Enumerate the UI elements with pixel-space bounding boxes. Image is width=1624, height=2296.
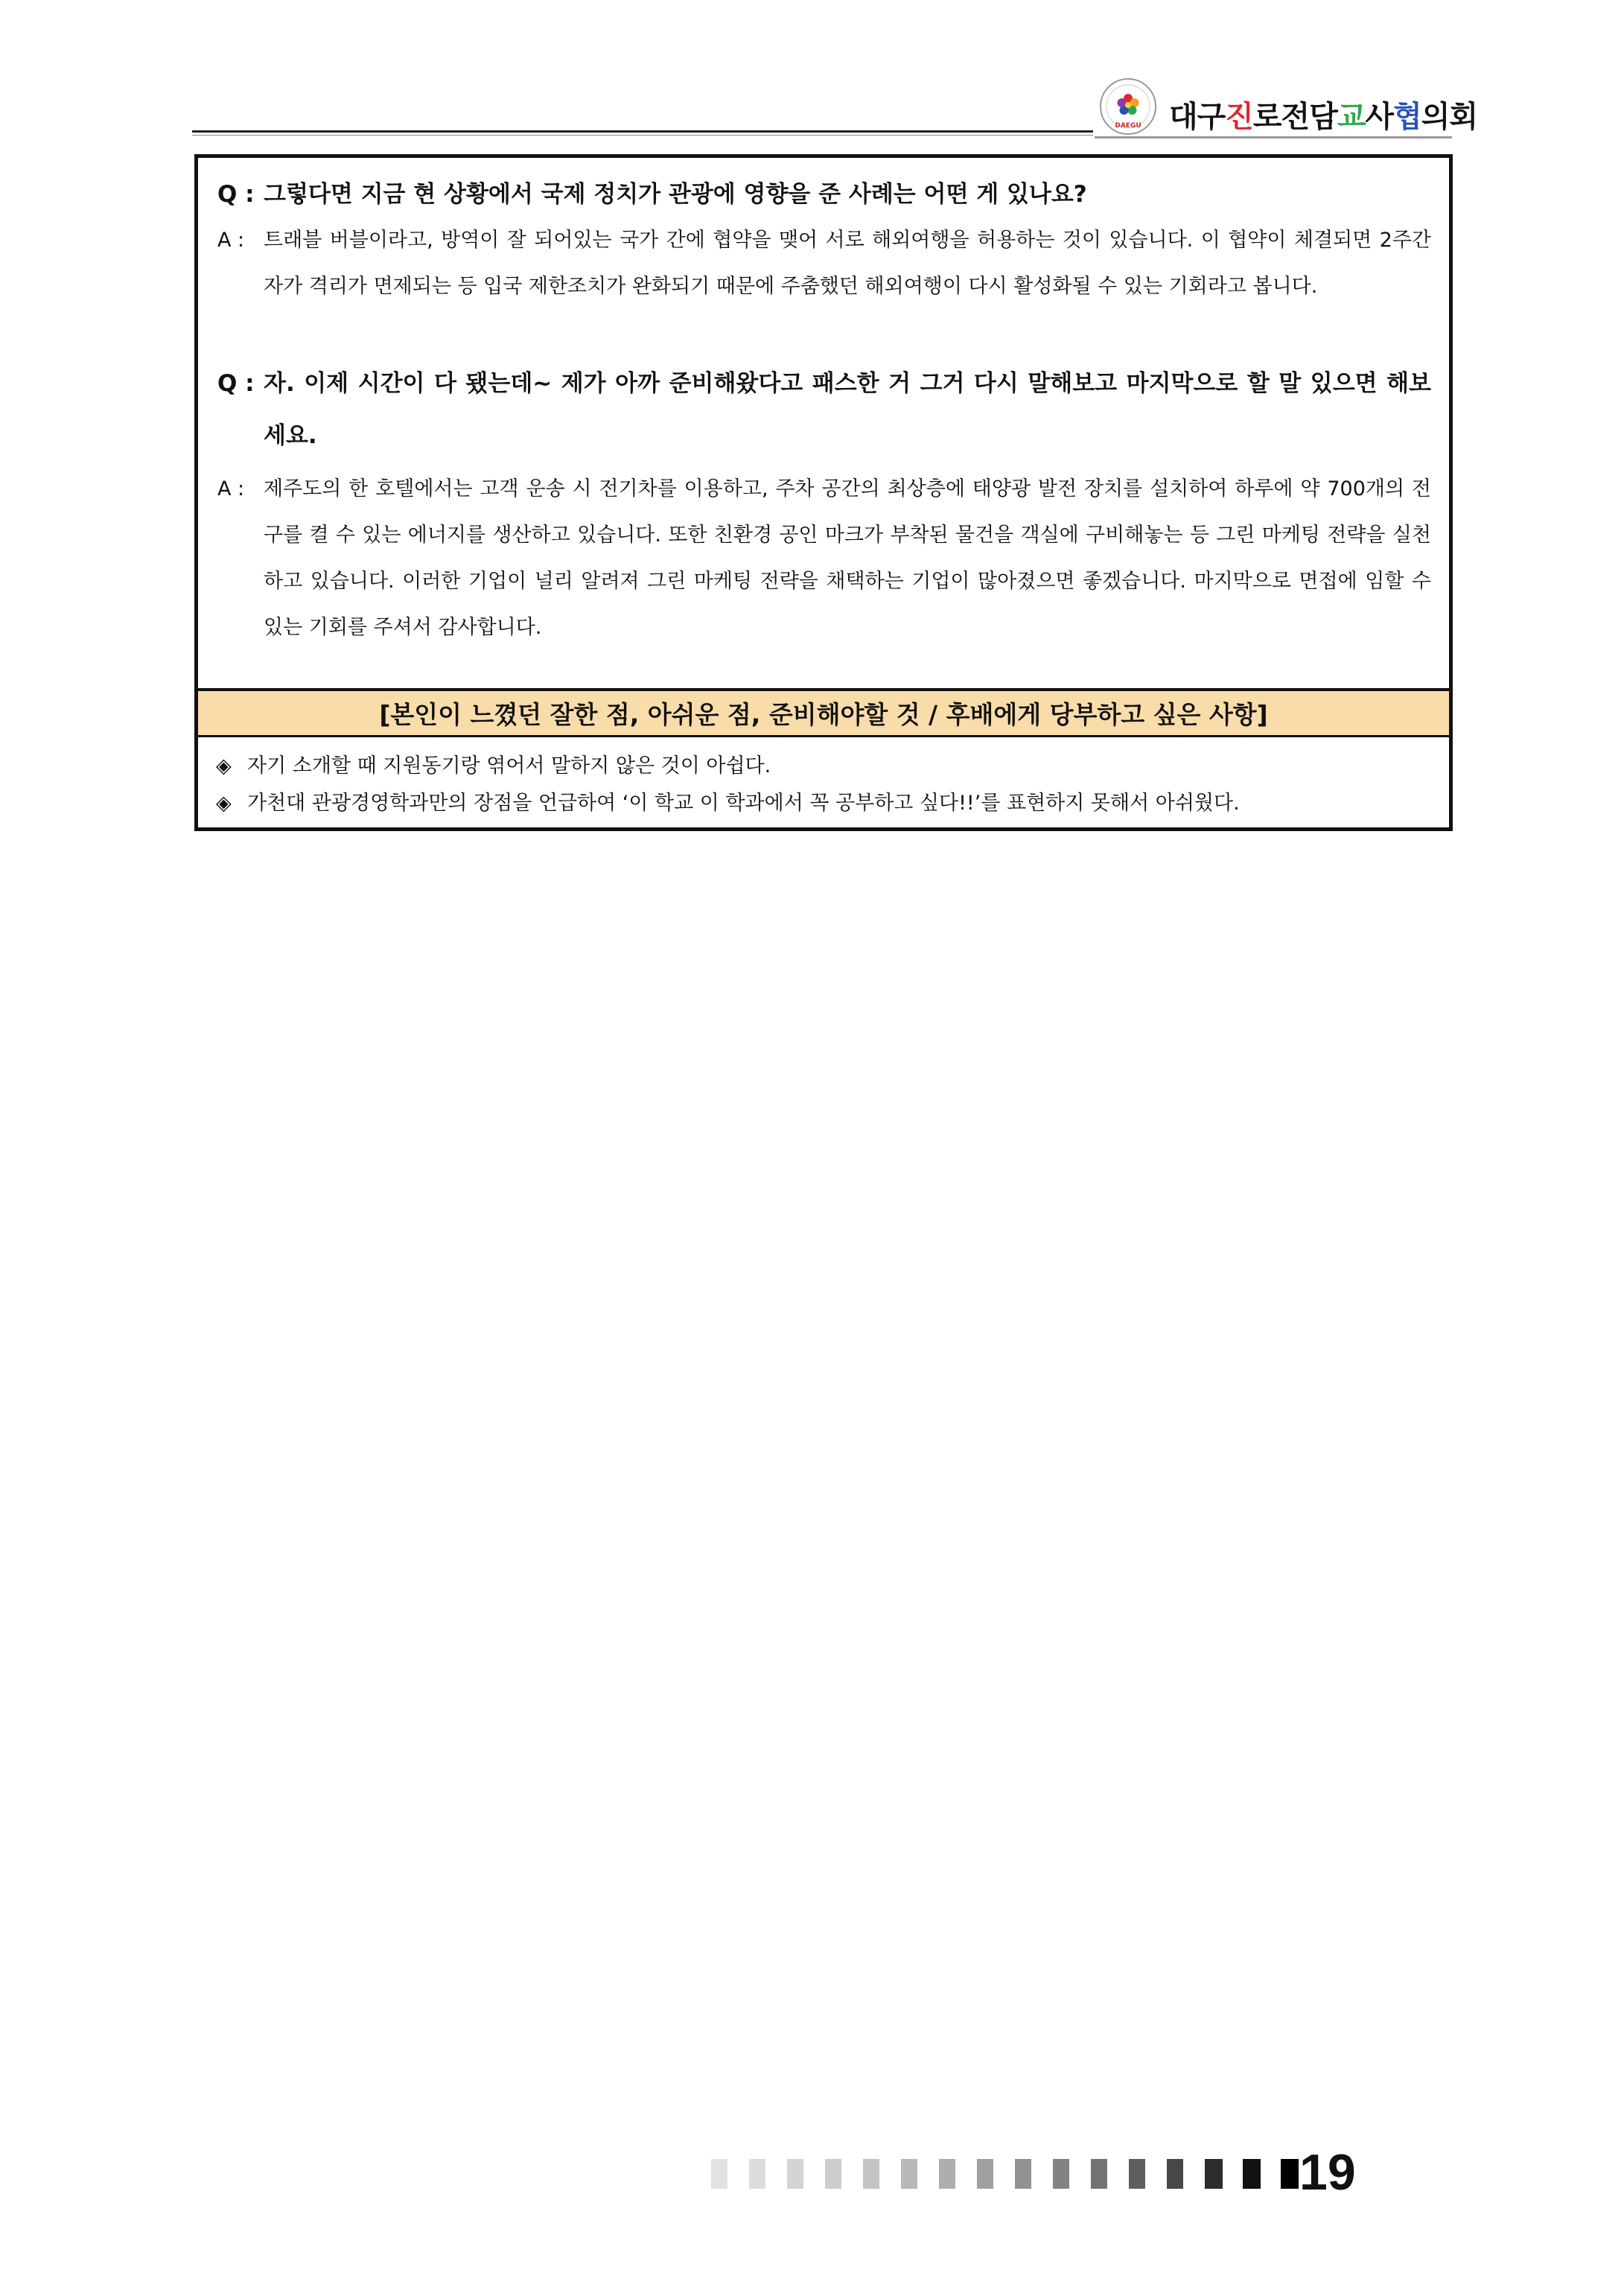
section-title: [본인이 느꼈던 잘한 점, 아쉬운 점, 준비해야할 것 / 후배에게 당부하고 싶은 사항] bbox=[198, 688, 1449, 737]
diamond-bullet-icon: ◈ bbox=[216, 792, 232, 815]
footer-bar bbox=[711, 2159, 727, 2189]
org-name-part: 대구 bbox=[1169, 100, 1226, 134]
diamond-bullet-icon: ◈ bbox=[216, 754, 232, 777]
question-text: 그렇다면 지금 현 상황에서 국제 정치가 관광에 영향을 준 사례는 어떤 게 있나요? bbox=[264, 181, 1087, 208]
flower-emblem-icon bbox=[1098, 77, 1158, 136]
interview-box bbox=[194, 154, 1453, 831]
question-text: 자. 이제 시간이 다 됐는데~ 제가 아까 준비해왔다고 패스한 거 그거 다시 말해보고 마지막으로 할 말 있으면 해보세요. bbox=[264, 370, 1431, 449]
qa-block-2 bbox=[217, 357, 1431, 651]
footer-bar bbox=[749, 2159, 765, 2189]
question-prefix: Q : bbox=[217, 181, 255, 208]
footer-bar bbox=[901, 2159, 917, 2189]
footer-bar bbox=[1053, 2159, 1069, 2189]
qa-block-1 bbox=[217, 173, 1431, 310]
answer bbox=[217, 217, 1431, 310]
footer-bar bbox=[1281, 2159, 1299, 2189]
header-rule bbox=[192, 130, 1093, 133]
org-name-part: 진 bbox=[1225, 100, 1253, 134]
list-item bbox=[216, 748, 1431, 785]
list-item bbox=[216, 785, 1431, 822]
footer-bar bbox=[863, 2159, 879, 2189]
answer-text: 트래블 버블이라고, 방역이 잘 되어있는 국가 간에 협약을 맺어 서로 해외여행을 허용하는 것이 있습니다. 이 협약이 체결되면 2주간 자가 격리가 면제되는 등 입국 제한조치가 완화되기 때문에 주춤했던 해외여행이 다시 활성화될 수 있는 기회라고 봅니다. bbox=[264, 229, 1431, 298]
bullet-text: 가천대 관광경영학과만의 장점을 언급하여 ‘이 학교 이 학과에서 꼭 공부하고 싶다!!’를 표현하지 못해서 아쉬웠다. bbox=[247, 792, 1240, 815]
footer-bar bbox=[787, 2159, 803, 2189]
org-name-part: 교 bbox=[1337, 100, 1366, 134]
answer-prefix: A : bbox=[217, 477, 245, 500]
org-name bbox=[1169, 93, 1477, 136]
footer-bar bbox=[1015, 2159, 1031, 2189]
page-number: 19 bbox=[1299, 2144, 1356, 2201]
logo-text: DAEGU bbox=[1115, 122, 1141, 130]
footer-bar bbox=[939, 2159, 955, 2189]
header-rule-thin bbox=[192, 135, 1093, 136]
question-prefix: Q : bbox=[217, 370, 255, 397]
org-name-part: 의회 bbox=[1421, 100, 1478, 134]
bullet-text: 자기 소개할 때 지원동기랑 엮어서 말하지 않은 것이 아쉽다. bbox=[247, 754, 771, 777]
answer-text: 제주도의 한 호텔에서는 고객 운송 시 전기차를 이용하고, 주차 공간의 최상층에 태양광 발전 장치를 설치하여 하루에 약 700개의 전구를 켤 수 있는 에너지를 생산하고 있습니다. 또한 친환경 공인 마크가 부착된 물건을 객실에 구비해놓는 등 그린 마케팅 전략을 실천하고 있습니다. 이러한 기업이 널리 알려져 그린 마케팅 전략을 채택하는 기업이 많아졌으면 좋겠습니다. 마지막으로 면접에 임할 수 있는 기회를 주셔서 감사합니다. bbox=[264, 477, 1431, 639]
question bbox=[217, 357, 1431, 462]
bullet-list bbox=[216, 748, 1431, 822]
footer-bar bbox=[1205, 2159, 1223, 2189]
footer-bar bbox=[1129, 2159, 1145, 2189]
answer bbox=[217, 466, 1431, 651]
footer-bar bbox=[1091, 2159, 1107, 2189]
org-underline bbox=[1095, 136, 1452, 139]
footer-bar bbox=[977, 2159, 993, 2189]
question bbox=[217, 173, 1431, 216]
footer-bar bbox=[1243, 2159, 1261, 2189]
org-name-part: 협 bbox=[1393, 100, 1421, 134]
footer-bar bbox=[825, 2159, 841, 2189]
org-name-part: 로전담 bbox=[1252, 100, 1337, 134]
org-name-part: 사 bbox=[1365, 100, 1394, 134]
footer-bar bbox=[1167, 2159, 1183, 2189]
answer-prefix: A : bbox=[217, 229, 245, 252]
